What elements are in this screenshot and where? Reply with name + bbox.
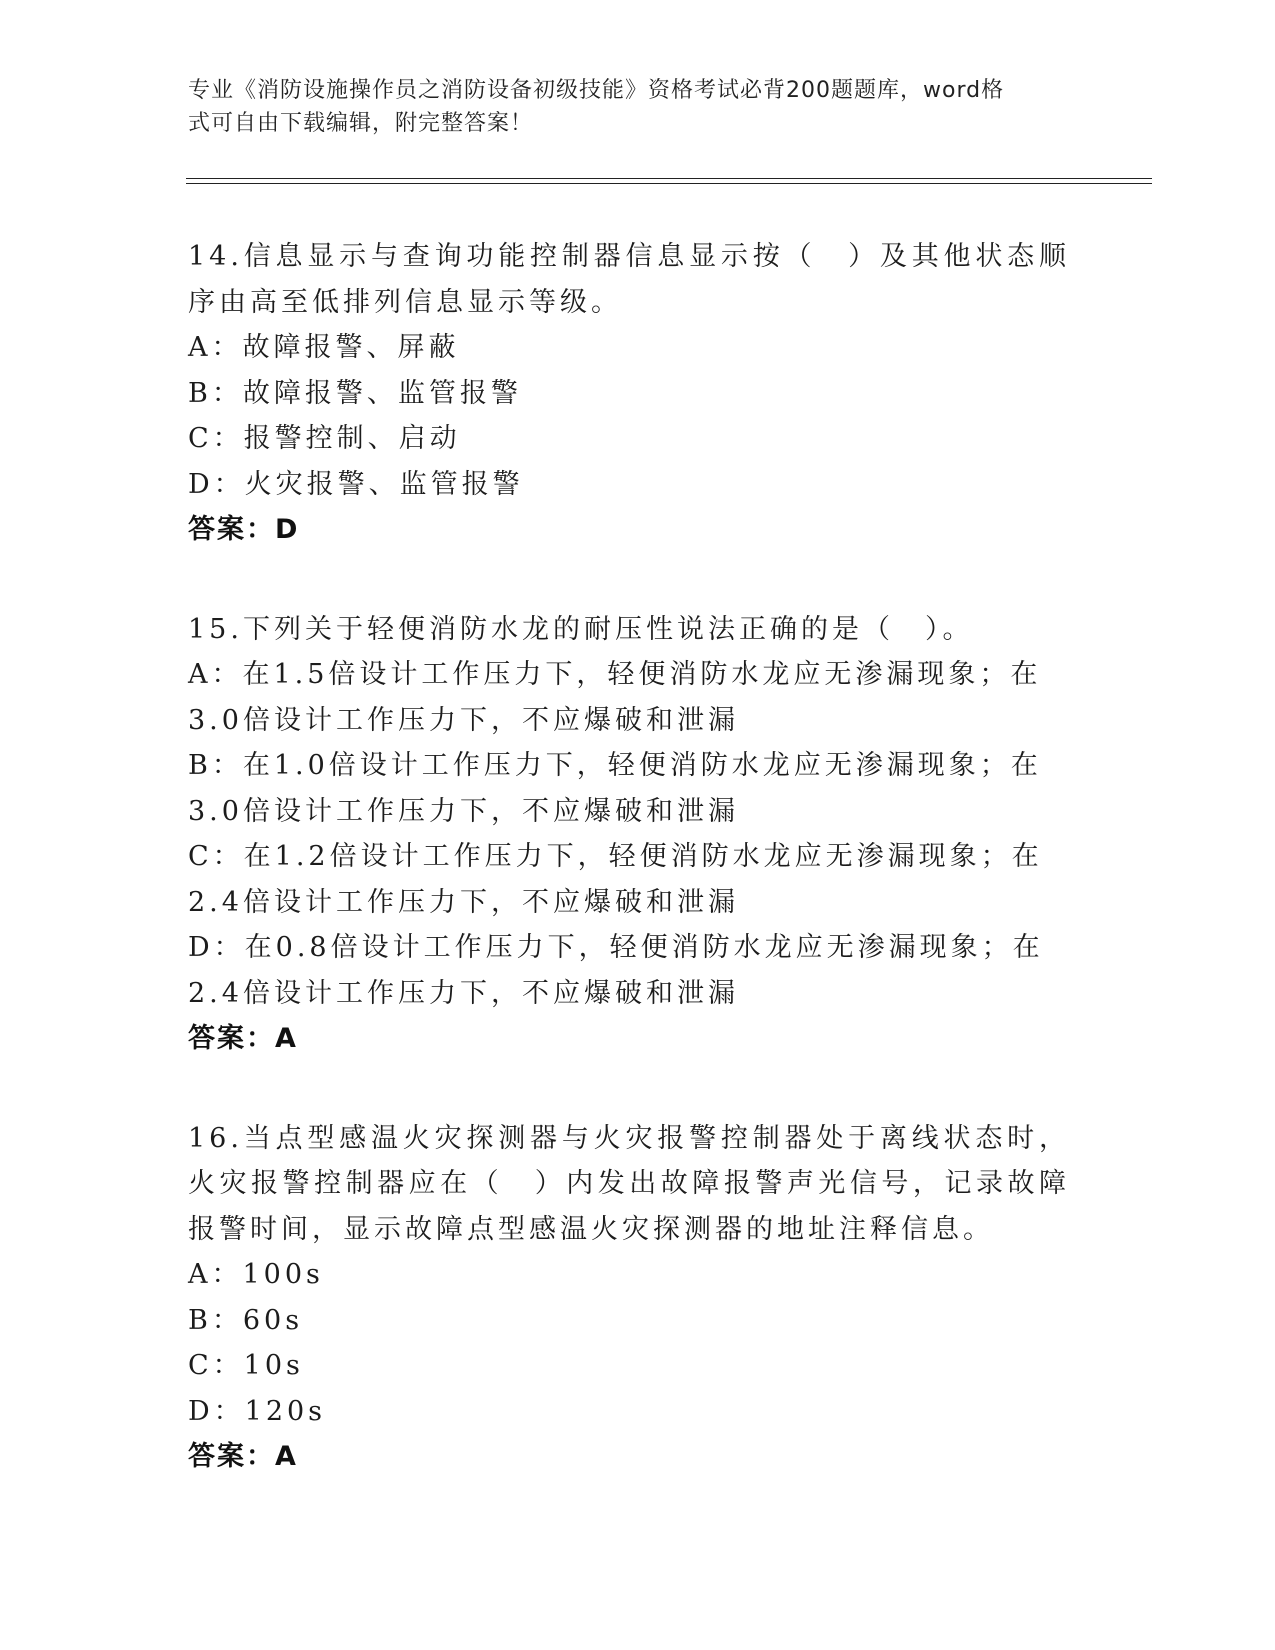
answer-label: 答案：A	[188, 1441, 298, 1472]
answer-label: 答案：A	[188, 1023, 298, 1054]
option-b: B：故障报警、监管报警	[188, 377, 522, 409]
option-b: B：在1.0倍设计工作压力下，轻便消防水龙应无渗漏现象；在3.0倍设计工作压力下，不应爆破和泄漏	[188, 750, 1042, 827]
header-divider-top	[186, 178, 1152, 179]
question-text: 15.下列关于轻便消防水龙的耐压性说法正确的是（ ）。	[188, 613, 974, 645]
option-d: D：在0.8倍设计工作压力下，轻便消防水龙应无渗漏现象；在2.4倍设计工作压力下，不应爆破和泄漏	[188, 932, 1044, 1009]
question-14	[188, 234, 1070, 553]
option-a: A：100s	[188, 1259, 324, 1290]
option-c: C：在1.2倍设计工作压力下，轻便消防水龙应无渗漏现象；在2.4倍设计工作压力下，不应爆破和泄漏	[188, 841, 1043, 918]
header-line-1: 专业《消防设施操作员之消防设备初级技能》资格考试必背200题题库，word格	[188, 78, 1005, 103]
document-header	[188, 74, 1068, 140]
question-15	[188, 607, 1070, 1062]
answer-label: 答案：D	[188, 514, 300, 545]
header-line-2: 式可自由下载编辑，附完整答案！	[188, 111, 534, 136]
option-c: C：报警控制、启动	[188, 423, 461, 454]
question-text: 14.信息显示与查询功能控制器信息显示按（ ）及其他状态顺序由高至低排列信息显示等级。	[188, 241, 1070, 318]
option-a: A：在1.5倍设计工作压力下，轻便消防水龙应无渗漏现象；在3.0倍设计工作压力下，不应爆破和泄漏	[188, 659, 1042, 736]
option-d: D：火灾报警、监管报警	[188, 468, 524, 500]
option-c: C：10s	[188, 1350, 304, 1381]
question-16	[188, 1116, 1070, 1480]
question-list	[188, 234, 1070, 1534]
option-b: B：60s	[188, 1304, 304, 1336]
header-divider-bottom	[186, 183, 1152, 184]
option-a: A：故障报警、屏蔽	[188, 332, 460, 363]
question-text: 16.当点型感温火灾探测器与火灾报警控制器处于离线状态时，火灾报警控制器应在（ ）内发出故障报警声光信号，记录故障报警时间，显示故障点型感温火灾探测器的地址注释信息。	[188, 1122, 1070, 1245]
option-d: D：120s	[188, 1395, 327, 1427]
